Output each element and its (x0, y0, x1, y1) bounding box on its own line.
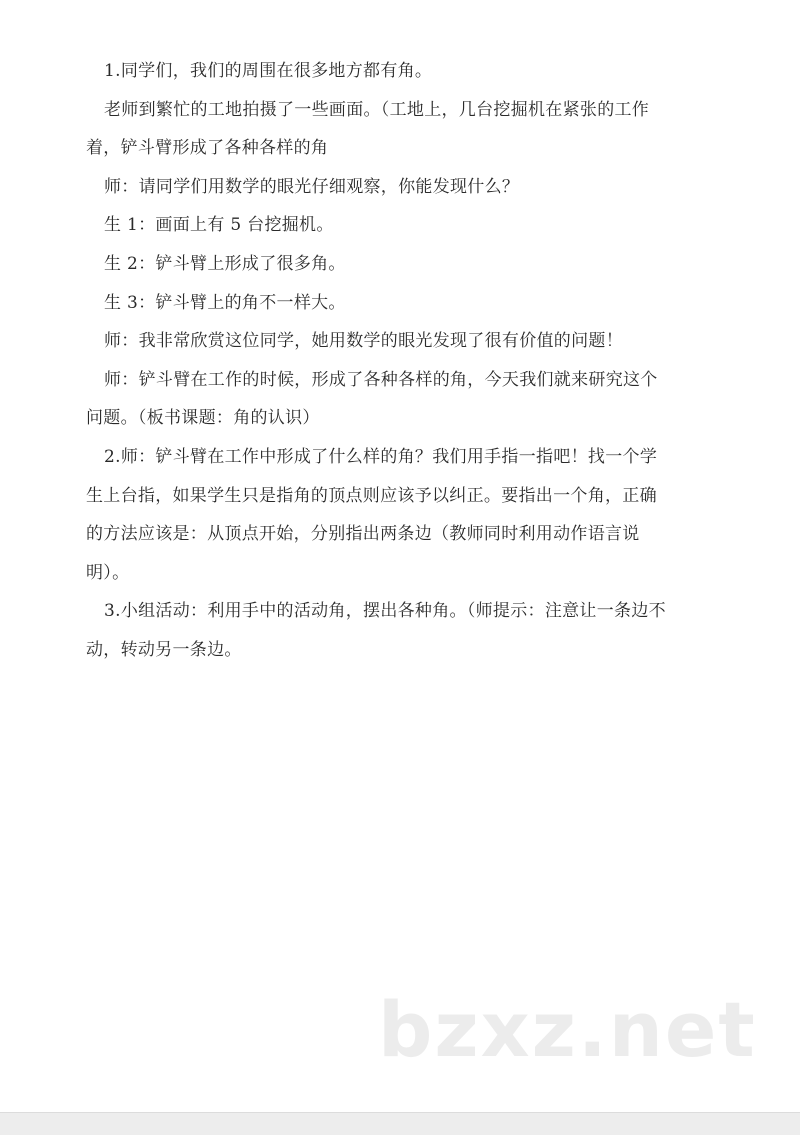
paragraph (86, 168, 716, 207)
text-line: 生 2：铲斗臂上形成了很多角。 (104, 253, 346, 274)
text-line: 生 1：画面上有 5 台挖掘机。 (104, 215, 334, 236)
paragraph (86, 206, 716, 245)
paragraph (86, 91, 716, 168)
document-body (86, 52, 716, 670)
paragraph (86, 52, 716, 91)
text-line: 1.同学们，我们的周围在很多地方都有角。 (104, 61, 433, 81)
text-line: 问题。（板书课题：角的认识） (86, 408, 320, 429)
text-line: 师：铲斗臂在工作的时候，形成了各种各样的角，今天我们就来研究这个 (104, 369, 658, 390)
text-line: 着，铲斗臂形成了各种各样的角 (86, 138, 329, 159)
page-bottom-bar (0, 1112, 800, 1135)
text-line: 的方法应该是：从顶点开始，分别指出两条边（教师同时利用动作语言说 (86, 524, 640, 545)
text-line: 生 3：铲斗臂上的角不一样大。 (104, 292, 346, 313)
paragraph (86, 284, 716, 323)
text-line: 2.师：铲斗臂在工作中形成了什么样的角？我们用手指一指吧！找一个学 (104, 446, 658, 467)
text-line: 生上台指，如果学生只是指角的顶点则应该予以纠正。要指出一个角，正确 (86, 485, 657, 506)
text-line: 老师到繁忙的工地拍摄了一些画面。（工地上，几台挖掘机在紧张的工作 (104, 99, 650, 120)
text-line: 3.小组活动：利用手中的活动角，摆出各种角。（师提示：注意让一条边不 (104, 601, 666, 622)
paragraph (86, 361, 716, 438)
paragraph (86, 438, 716, 592)
text-line: 师：我非常欣赏这位同学，她用数学的眼光发现了很有价值的问题！ (104, 331, 623, 352)
watermark: bzxz.net (378, 985, 757, 1074)
text-line: 明）。 (86, 562, 130, 583)
text-line: 师：请同学们用数学的眼光仔细观察，你能发现什么？ (104, 176, 520, 197)
paragraph (86, 592, 716, 669)
paragraph (86, 322, 716, 361)
paragraph (86, 245, 716, 284)
text-line: 动，转动另一条边。 (86, 639, 242, 660)
